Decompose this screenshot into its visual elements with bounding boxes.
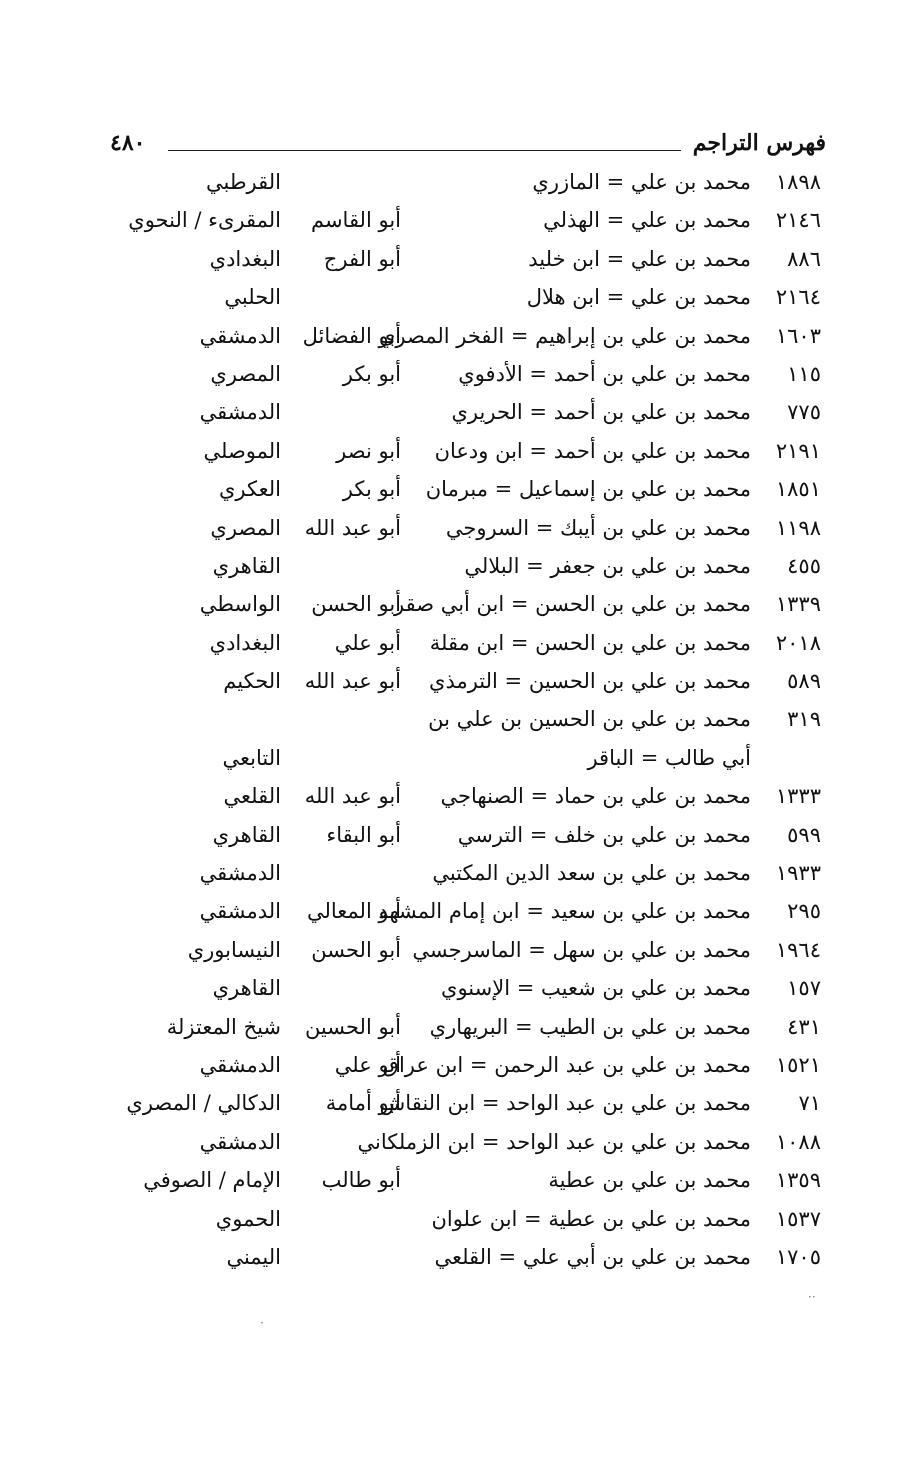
entry-name: محمد بن علي بن عطية = ابن علوان [431,1206,751,1231]
entry-name: محمد بن علي بن خلف = الترسي [457,822,751,847]
entry-name: أبي طالب = الباقر [587,745,751,770]
entry-nisba: الدمشقي [199,899,281,924]
entry-number: ٢٠١٨ [775,630,821,655]
index-entries [0,163,921,1276]
entry-name: محمد بن علي بن حماد = الصنهاجي [440,784,751,809]
margin-mark: · [260,1316,264,1330]
entry-number: ٢٩٥ [787,899,821,924]
index-entry-row [0,547,921,585]
entry-kunya: أبو الفرج [323,246,401,271]
entry-number: ٢١٦٤ [775,285,821,310]
entry-nisba: الواسطي [199,592,281,617]
entry-number: ١٥٧ [787,976,821,1001]
entry-nisba: الدمشقي [199,861,281,886]
entry-number: ٧١ [798,1091,821,1116]
entry-kunya: أبو عبد الله [304,669,401,694]
entry-kunya: أبو بكر [342,477,401,502]
index-entry-row [0,163,921,201]
entry-nisba: القلعي [223,784,281,809]
index-entry-row [0,470,921,508]
index-entry-row [0,1008,921,1046]
entry-name: محمد بن علي بن سعيد = ابن إمام المشهد [378,899,751,924]
entry-kunya: أبو المعالي [306,899,401,924]
entry-name: محمد بن علي بن عطية [548,1168,751,1193]
index-entry-row [0,355,921,393]
index-entry-row [0,892,921,930]
entry-number: ١٥٣٧ [775,1206,821,1231]
index-entry-row [0,854,921,892]
entry-name: محمد بن علي بن أيبك = السروجي [445,515,751,540]
entry-nisba: البغدادي [209,630,281,655]
entry-number: ١١٩٨ [775,515,821,540]
header-rule [168,150,681,151]
entry-name: محمد بن علي بن سعد الدين المكتبي [432,861,751,886]
entry-number: ١٩٣٣ [775,861,821,886]
entry-nisba: العكري [219,477,281,502]
entry-number: ١٥٢١ [775,1052,821,1077]
entry-name: محمد بن علي بن أحمد = الأدفوي [458,361,751,386]
entry-number: ١٦٠٣ [775,323,821,348]
entry-nisba: الدمشقي [199,1052,281,1077]
entry-number: ٥٩٩ [787,822,821,847]
entry-name: محمد بن علي بن عبد الرحمن = ابن عراق [382,1052,751,1077]
entry-name: محمد بن علي بن عبد الواحد = ابن الزملكاني [357,1129,751,1154]
entry-nisba: الإمام / الصوفي [143,1168,281,1193]
entry-number: ٢١٤٦ [775,208,821,233]
entry-number: ١٣٣٣ [775,784,821,809]
index-entry-row [0,931,921,969]
index-entry-row [0,816,921,854]
entry-nisba: اليمني [226,1244,281,1269]
entry-name: محمد بن علي بن سهل = الماسرجسي [412,937,751,962]
entry-kunya: أبو طالب [321,1168,401,1193]
index-entry-row [0,1123,921,1161]
entry-kunya: أبو عبد الله [304,515,401,540]
entry-kunya: أبو الحسن [311,592,401,617]
entry-nisba: المصري [210,361,281,386]
entry-nisba: الموصلي [203,438,281,463]
index-entry-row [0,1084,921,1122]
entry-nisba: الدمشقي [199,400,281,425]
entry-name: محمد بن علي بن عبد الواحد = ابن النقاش [379,1091,751,1116]
entry-nisba: الدكالي / المصري [126,1091,281,1116]
entry-name: محمد بن علي بن أحمد = الحريري [451,400,751,425]
margin-mark: ·· [808,1290,816,1304]
index-entry-row [0,739,921,777]
index-entry-row [0,969,921,1007]
index-entry-row [0,393,921,431]
entry-name: محمد بن علي بن الحسين = الترمذي [429,669,751,694]
entry-kunya: أبو أمامة [325,1091,401,1116]
index-entry-row [0,585,921,623]
entry-nisba: الدمشقي [199,1129,281,1154]
entry-name: محمد بن علي بن الحسن = ابن أبي صقر [393,592,751,617]
entry-kunya: أبو بكر [342,361,401,386]
entry-number: ٤٥٥ [787,553,821,578]
entry-kunya: أبو البقاء [326,822,401,847]
entry-name: محمد بن علي = ابن خليد [528,246,751,271]
entry-nisba: الدمشقي [199,323,281,348]
entry-nisba: البغدادي [209,246,281,271]
entry-name: محمد بن علي بن شعيب = الإسنوي [441,976,751,1001]
index-entry-row [0,1161,921,1199]
entry-kunya: أبو علي [334,630,401,655]
entry-kunya: أبو القاسم [310,208,401,233]
entry-number: ٢١٩١ [775,438,821,463]
index-entry-row [0,201,921,239]
entry-nisba: القاهري [212,822,281,847]
entry-name: محمد بن علي بن الحسن = ابن مقلة [429,630,751,655]
index-entry-row [0,1238,921,1276]
entry-kunya: أبو الحسن [311,937,401,962]
index-entry-row [0,432,921,470]
index-entry-row [0,240,921,278]
entry-name: محمد بن علي بن إبراهيم = الفخر المصري [378,323,751,348]
index-entry-row [0,1046,921,1084]
entry-number: ١١٥ [787,361,821,386]
entry-nisba: الحكيم [223,669,281,694]
entry-kunya: أبو علي [334,1052,401,1077]
index-entry-row [0,700,921,738]
entry-number: ١٣٣٩ [775,592,821,617]
index-entry-row [0,624,921,662]
index-entry-row [0,662,921,700]
entry-nisba: الحلبي [224,285,281,310]
page-number: ٤٨٠ [110,130,146,156]
entry-name: محمد بن علي = الهذلي [543,208,751,233]
entry-name: محمد بن علي بن جعفر = البلالي [464,553,751,578]
entry-number: ٤٣١ [787,1014,821,1039]
entry-nisba: المصري [210,515,281,540]
entry-nisba: القرطبي [206,170,281,194]
header-title: فهرس التراجم [692,130,826,156]
entry-nisba: الحموي [215,1206,281,1231]
entry-name: محمد بن علي = ابن هلال [526,285,751,310]
entry-name: محمد بن علي بن إسماعيل = مبرمان [425,477,751,502]
entry-number: ١٨٥١ [775,477,821,502]
entry-name: محمد بن علي بن الطيب = البريهاري [429,1014,751,1039]
entry-name: محمد بن علي بن أحمد = ابن ودعان [434,438,751,463]
index-entry-row [0,509,921,547]
page-header [110,130,826,166]
entry-number: ١٩٦٤ [775,937,821,962]
entry-nisba: النيسابوري [187,937,281,962]
entry-nisba: شيخ المعتزلة [166,1014,281,1039]
index-entry-row [0,317,921,355]
entry-name: محمد بن علي = المازري [532,170,751,194]
entry-nisba: القاهري [212,553,281,578]
entry-number: ٨٨٦ [787,246,821,271]
entry-kunya: أبو الفضائل [302,323,401,348]
entry-number: ٥٨٩ [787,669,821,694]
entry-kunya: أبو الحسين [304,1014,401,1039]
entry-number: ١٠٨٨ [775,1129,821,1154]
entry-number: ٣١٩ [787,707,821,732]
entry-kunya: أبو نصر [336,438,401,463]
entry-nisba: المقرىء / النحوي [128,208,281,233]
index-entry-row [0,278,921,316]
entry-number: ٧٧٥ [787,400,821,425]
index-entry-row [0,1200,921,1238]
entry-number: ١٣٥٩ [775,1168,821,1193]
entry-nisba: القاهري [212,976,281,1001]
entry-number: ١٧٠٥ [775,1244,821,1269]
entry-name: محمد بن علي بن الحسين بن علي بن [428,707,751,732]
index-entry-row [0,777,921,815]
entry-kunya: أبو عبد الله [304,784,401,809]
entry-nisba: التابعي [222,745,281,770]
entry-name: محمد بن علي بن أبي علي = القلعي [434,1244,751,1269]
entry-number: ١٨٩٨ [775,170,821,194]
